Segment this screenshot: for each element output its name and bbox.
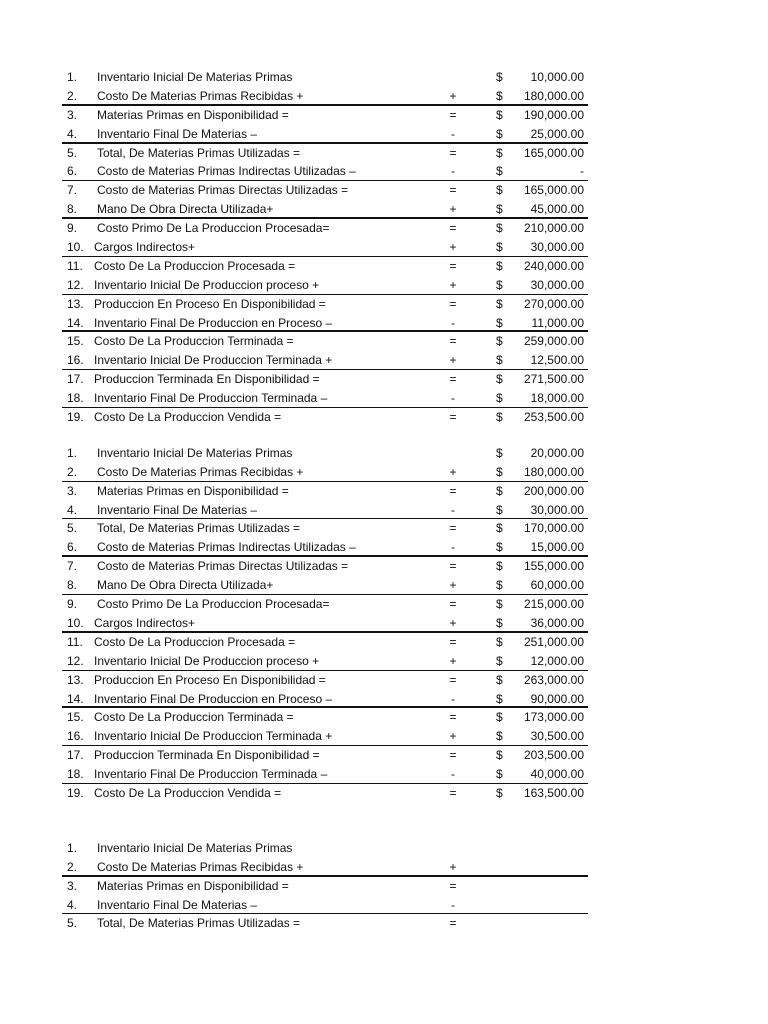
row-operator: +: [449, 202, 457, 217]
statement-row[interactable]: [62, 727, 588, 746]
currency-symbol: $: [496, 559, 503, 574]
row-number: 16.: [67, 353, 84, 368]
row-label: Costo de Materias Primas Indirectas Utilizadas –: [97, 540, 356, 555]
row-label: Produccion Terminada En Disponibilidad =: [94, 748, 320, 763]
currency-symbol: $: [496, 315, 503, 330]
row-amount: 155,000.00: [523, 559, 584, 574]
row-label: Costo De La Produccion Terminada =: [94, 334, 294, 349]
row-operator: =: [449, 296, 457, 311]
row-amount: 12,500.00: [530, 353, 584, 368]
row-label: Inventario Final De Materias –: [97, 897, 258, 912]
statement-row[interactable]: [62, 463, 588, 482]
row-label: Produccion Terminada En Disponibilidad =: [94, 372, 320, 387]
row-number: 19.: [67, 785, 84, 800]
statement-row[interactable]: [62, 389, 588, 408]
statement-row[interactable]: [62, 351, 588, 370]
row-label: Inventario Final De Produccion en Proceso –: [94, 315, 333, 330]
row-amount: 251,000.00: [523, 634, 584, 649]
row-number: 8.: [67, 202, 78, 217]
row-number: 4.: [67, 897, 78, 912]
currency-symbol: $: [496, 445, 503, 460]
currency-symbol: $: [496, 540, 503, 555]
statement-row[interactable]: [62, 501, 588, 520]
statement-row[interactable]: [62, 219, 588, 238]
statement-row[interactable]: [62, 181, 588, 200]
row-amount: 30,000.00: [530, 240, 584, 255]
row-amount: -: [580, 164, 584, 179]
row-operator: -: [451, 391, 455, 406]
row-number: 17.: [67, 372, 84, 387]
statement-row[interactable]: [62, 557, 588, 576]
currency-symbol: $: [496, 296, 503, 311]
row-label: Costo De Materias Primas Recibidas +: [97, 859, 304, 874]
row-operator: +: [449, 615, 457, 630]
row-number: 14.: [67, 691, 84, 706]
row-label: Total, De Materias Primas Utilizadas =: [97, 916, 301, 931]
currency-symbol: $: [496, 634, 503, 649]
statement-row[interactable]: [62, 614, 588, 633]
currency-symbol: $: [496, 410, 503, 425]
currency-symbol: $: [496, 145, 503, 160]
row-operator: =: [449, 878, 457, 893]
row-number: 14.: [67, 315, 84, 330]
row-operator: +: [449, 88, 457, 103]
row-amount: 165,000.00: [523, 145, 584, 160]
row-operator: -: [451, 315, 455, 330]
statement-row[interactable]: [62, 671, 588, 690]
row-amount: 163,500.00: [523, 785, 584, 800]
row-amount: 240,000.00: [523, 258, 584, 273]
currency-symbol: $: [496, 353, 503, 368]
currency-symbol: $: [496, 729, 503, 744]
row-number: 1.: [67, 70, 78, 84]
row-label: Materias Primas en Disponibilidad =: [97, 878, 289, 893]
row-operator: +: [449, 353, 457, 368]
row-number: 15.: [67, 710, 84, 725]
row-label: Cargos Indirectos+: [94, 240, 196, 255]
row-amount: 30,000.00: [530, 502, 584, 517]
statement-row[interactable]: [62, 125, 588, 144]
statement-row[interactable]: [62, 538, 588, 557]
row-number: 4.: [67, 126, 78, 141]
row-label: Inventario Final De Materias –: [97, 126, 258, 141]
row-amount: 259,000.00: [523, 334, 584, 349]
statement-row[interactable]: [62, 652, 588, 671]
row-number: 9.: [67, 221, 78, 236]
currency-symbol: $: [496, 277, 503, 292]
row-label: Total, De Materias Primas Utilizadas =: [97, 145, 301, 160]
row-amount: 173,000.00: [523, 710, 584, 725]
statement-row[interactable]: [62, 633, 588, 652]
statement-row[interactable]: [62, 68, 588, 87]
row-operator: -: [451, 126, 455, 141]
row-label: Inventario Inicial De Produccion proceso +: [94, 653, 320, 668]
currency-symbol: $: [496, 88, 503, 103]
row-operator: +: [449, 240, 457, 255]
row-label: Inventario Inicial De Produccion Terminada +: [94, 353, 333, 368]
statement-row[interactable]: [62, 444, 588, 463]
row-operator: =: [449, 334, 457, 349]
currency-symbol: $: [496, 126, 503, 141]
row-label: Costo de Materias Primas Directas Utilizadas =: [97, 559, 349, 574]
statement-row[interactable]: [62, 87, 588, 106]
currency-symbol: $: [496, 334, 503, 349]
statement-row[interactable]: [62, 690, 588, 709]
row-number: 3.: [67, 878, 78, 893]
currency-symbol: $: [496, 221, 503, 236]
row-amount: 40,000.00: [530, 767, 584, 782]
currency-symbol: $: [496, 597, 503, 612]
row-label: Costo De La Produccion Procesada =: [94, 258, 296, 273]
row-label: Produccion En Proceso En Disponibilidad =: [94, 296, 326, 311]
section-spacer: [62, 803, 588, 839]
cost-statement-3: [62, 839, 588, 933]
statement-row[interactable]: [62, 106, 588, 125]
row-number: 5.: [67, 916, 78, 931]
statement-row[interactable]: [62, 519, 588, 538]
row-operator: =: [449, 521, 457, 536]
row-number: 9.: [67, 597, 78, 612]
currency-symbol: $: [496, 258, 503, 273]
row-amount: 180,000.00: [523, 88, 584, 103]
statement-row[interactable]: [62, 370, 588, 389]
row-amount: 263,000.00: [523, 672, 584, 687]
statement-row[interactable]: [62, 839, 588, 858]
currency-symbol: $: [496, 391, 503, 406]
statement-row[interactable]: [62, 200, 588, 219]
row-amount: 30,000.00: [530, 277, 584, 292]
currency-symbol: $: [496, 672, 503, 687]
statement-row[interactable]: [62, 408, 588, 427]
row-number: 17.: [67, 748, 84, 763]
row-label: Costo De La Produccion Procesada =: [94, 634, 296, 649]
statement-row[interactable]: [62, 576, 588, 595]
row-amount: 20,000.00: [530, 445, 584, 460]
row-number: 3.: [67, 483, 78, 498]
row-label: Costo De Materias Primas Recibidas +: [97, 88, 304, 103]
row-number: 2.: [67, 88, 78, 103]
statement-row[interactable]: [62, 914, 588, 933]
currency-symbol: $: [496, 748, 503, 763]
row-amount: 170,000.00: [523, 521, 584, 536]
row-operator: -: [451, 897, 455, 912]
cost-statement-1: [62, 68, 588, 427]
currency-symbol: $: [496, 183, 503, 198]
row-label: Produccion En Proceso En Disponibilidad =: [94, 672, 326, 687]
row-operator: -: [451, 502, 455, 517]
statement-row[interactable]: [62, 314, 588, 333]
currency-symbol: $: [496, 785, 503, 800]
currency-symbol: $: [496, 70, 503, 84]
row-label: Materias Primas en Disponibilidad =: [97, 483, 289, 498]
row-label: Costo De La Produccion Terminada =: [94, 710, 294, 725]
section-spacer: [62, 427, 588, 444]
statement-row[interactable]: [62, 144, 588, 163]
row-label: Mano De Obra Directa Utilizada+: [97, 578, 274, 593]
statement-row[interactable]: [62, 332, 588, 351]
row-operator: =: [449, 634, 457, 649]
statement-row[interactable]: [62, 877, 588, 896]
statement-row[interactable]: [62, 708, 588, 727]
row-number: 12.: [67, 653, 84, 668]
row-amount: 12,000.00: [530, 653, 584, 668]
row-number: 1.: [67, 840, 78, 855]
row-amount: 15,000.00: [530, 540, 584, 555]
currency-symbol: $: [496, 521, 503, 536]
currency-symbol: $: [496, 483, 503, 498]
row-label: Costo De Materias Primas Recibidas +: [97, 464, 304, 479]
statement-row[interactable]: [62, 595, 588, 614]
row-number: 3.: [67, 107, 78, 122]
cost-statement-2: [62, 444, 588, 803]
currency-symbol: $: [496, 691, 503, 706]
row-number: 7.: [67, 183, 78, 198]
row-operator: =: [449, 672, 457, 687]
statement-row[interactable]: [62, 746, 588, 765]
row-operator: =: [449, 258, 457, 273]
row-operator: -: [451, 540, 455, 555]
row-operator: +: [449, 859, 457, 874]
row-label: Costo Primo De La Produccion Procesada=: [97, 221, 330, 236]
row-number: 6.: [67, 540, 78, 555]
row-operator: -: [451, 691, 455, 706]
row-operator: =: [449, 597, 457, 612]
row-amount: 203,500.00: [523, 748, 584, 763]
row-label: Mano De Obra Directa Utilizada+: [97, 202, 274, 217]
row-amount: 60,000.00: [530, 578, 584, 593]
row-number: 13.: [67, 296, 84, 311]
row-label: Inventario Final De Produccion Terminada –: [94, 767, 328, 782]
row-number: 13.: [67, 672, 84, 687]
currency-symbol: $: [496, 164, 503, 179]
row-amount: 215,000.00: [523, 597, 584, 612]
row-operator: =: [449, 785, 457, 800]
row-amount: 45,000.00: [530, 202, 584, 217]
row-number: 6.: [67, 164, 78, 179]
row-operator: =: [449, 916, 457, 931]
row-operator: =: [449, 710, 457, 725]
row-operator: +: [449, 464, 457, 479]
statement-row[interactable]: [62, 257, 588, 276]
row-number: 19.: [67, 410, 84, 425]
row-amount: 200,000.00: [523, 483, 584, 498]
row-amount: 180,000.00: [523, 464, 584, 479]
row-label: Inventario Final De Produccion Terminada –: [94, 391, 328, 406]
row-label: Costo Primo De La Produccion Procesada=: [97, 597, 330, 612]
row-operator: =: [449, 372, 457, 387]
row-operator: -: [451, 164, 455, 179]
row-number: 7.: [67, 559, 78, 574]
row-amount: 210,000.00: [523, 221, 584, 236]
row-amount: 253,500.00: [523, 410, 584, 425]
currency-symbol: $: [496, 653, 503, 668]
currency-symbol: $: [496, 240, 503, 255]
row-label: Inventario Final De Produccion en Proceso –: [94, 691, 333, 706]
row-label: Inventario Inicial De Produccion proceso +: [94, 277, 320, 292]
row-label: Total, De Materias Primas Utilizadas =: [97, 521, 301, 536]
row-number: 10.: [67, 615, 84, 630]
currency-symbol: $: [496, 372, 503, 387]
row-operator: =: [449, 107, 457, 122]
row-amount: 165,000.00: [523, 183, 584, 198]
statement-row[interactable]: [62, 858, 588, 877]
row-label: Costo de Materias Primas Directas Utilizadas =: [97, 183, 349, 198]
row-number: 16.: [67, 729, 84, 744]
row-amount: 270,000.00: [523, 296, 584, 311]
row-label: Inventario Inicial De Materias Primas: [97, 70, 293, 84]
row-number: 12.: [67, 277, 84, 292]
row-amount: 18,000.00: [530, 391, 584, 406]
row-label: Inventario Inicial De Produccion Terminada +: [94, 729, 333, 744]
row-amount: 30,500.00: [530, 729, 584, 744]
currency-symbol: $: [496, 578, 503, 593]
row-operator: =: [449, 483, 457, 498]
row-operator: +: [449, 277, 457, 292]
row-amount: 36,000.00: [530, 615, 584, 630]
row-number: 15.: [67, 334, 84, 349]
spreadsheet: [62, 68, 588, 933]
row-operator: +: [449, 653, 457, 668]
row-amount: 11,000.00: [531, 315, 584, 330]
currency-symbol: $: [496, 502, 503, 517]
row-operator: -: [451, 767, 455, 782]
row-label: Inventario Inicial De Materias Primas: [97, 840, 293, 855]
row-label: Inventario Final De Materias –: [97, 502, 258, 517]
row-number: 5.: [67, 521, 78, 536]
row-operator: =: [449, 559, 457, 574]
row-number: 11.: [67, 634, 83, 649]
row-label: Costo De La Produccion Vendida =: [94, 785, 282, 800]
row-operator: =: [449, 145, 457, 160]
currency-symbol: $: [496, 710, 503, 725]
row-amount: 25,000.00: [530, 126, 584, 141]
row-number: 4.: [67, 502, 78, 517]
row-number: 8.: [67, 578, 78, 593]
row-label: Cargos Indirectos+: [94, 615, 196, 630]
row-amount: 10,000.00: [530, 70, 584, 84]
row-number: 11.: [67, 258, 83, 273]
row-label: Costo de Materias Primas Indirectas Utilizadas –: [97, 164, 356, 179]
row-number: 5.: [67, 145, 78, 160]
currency-symbol: $: [496, 767, 503, 782]
row-amount: 190,000.00: [523, 107, 584, 122]
row-operator: +: [449, 729, 457, 744]
row-label: Inventario Inicial De Materias Primas: [97, 445, 293, 460]
row-amount: 271,500.00: [523, 372, 584, 387]
statement-row[interactable]: [62, 896, 588, 915]
row-label: Materias Primas en Disponibilidad =: [97, 107, 289, 122]
row-operator: =: [449, 410, 457, 425]
row-number: 2.: [67, 859, 78, 874]
row-number: 2.: [67, 464, 78, 479]
row-operator: =: [449, 748, 457, 763]
row-number: 10.: [67, 240, 84, 255]
row-operator: =: [449, 221, 457, 236]
row-amount: 90,000.00: [530, 691, 584, 706]
row-number: 18.: [67, 391, 84, 406]
row-number: 1.: [67, 445, 78, 460]
row-label: Costo De La Produccion Vendida =: [94, 410, 282, 425]
currency-symbol: $: [496, 107, 503, 122]
statement-row[interactable]: [62, 765, 588, 784]
row-number: 18.: [67, 767, 84, 782]
statement-row[interactable]: [62, 238, 588, 257]
statement-row[interactable]: [62, 276, 588, 295]
statement-row[interactable]: [62, 162, 588, 181]
statement-row[interactable]: [62, 295, 588, 314]
statement-row[interactable]: [62, 784, 588, 803]
currency-symbol: $: [496, 615, 503, 630]
currency-symbol: $: [496, 464, 503, 479]
currency-symbol: $: [496, 202, 503, 217]
row-operator: +: [449, 578, 457, 593]
statement-row[interactable]: [62, 482, 588, 501]
row-operator: =: [449, 183, 457, 198]
